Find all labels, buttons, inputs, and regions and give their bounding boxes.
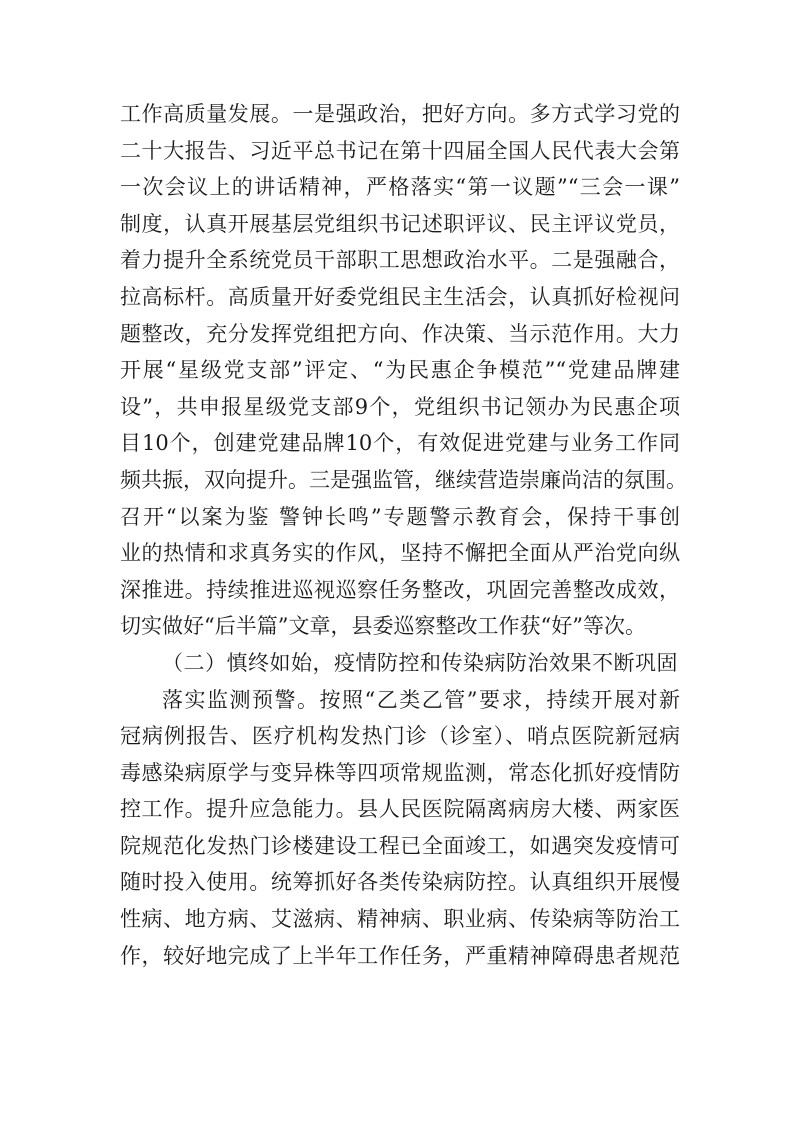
text-line: 拉高标杆。高质量开好委党组民主生活会，认真抓好检视问 <box>120 284 680 309</box>
text-line: 作，较好地完成了上半年工作任务，严重精神障碍患者规范 <box>120 943 680 968</box>
text-line: 制度，认真开展基层党组织书记述职评议、民主评议党员， <box>120 211 680 236</box>
text-line: 冠病例报告、医疗机构发热门诊（诊室）、哨点医院新冠病 <box>120 724 680 749</box>
text-line: 一次会议上的讲话精神，严格落实“第一议题”“三会一课” <box>120 175 680 200</box>
text-line: 开展“星级党支部”评定、“为民惠企争模范”“党建品牌建 <box>120 358 680 383</box>
text-line: 工作高质量发展。一是强政治，把好方向。多方式学习党的 <box>120 102 680 126</box>
text-line: 毒感染病原学与变异株等四项常规监测，常态化抓好疫情防 <box>120 760 680 785</box>
text-line: 业的热情和求真务实的作风，坚持不懈把全面从严治党向纵 <box>120 541 680 566</box>
text-line: 召开“以案为鉴 警钟长鸣”专题警示教育会，保持干事创 <box>120 504 680 529</box>
text-line: 随时投入使用。统筹抓好各类传染病防控。认真组织开展慢 <box>120 870 680 895</box>
text-line: 二十大报告、习近平总书记在第十四届全国人民代表大会第 <box>120 138 680 163</box>
text-line: 目10个，创建党建品牌10个，有效促进党建与业务工作同 <box>120 431 680 456</box>
text-line: 性病、地方病、艾滋病、精神病、职业病、传染病等防治工 <box>120 907 680 932</box>
section-heading: （二）慎终如始，疫情防控和传染病防治效果不断巩固 <box>162 650 678 675</box>
text-line: 切实做好“后半篇”文章，县委巡察整改工作获“好”等次。 <box>120 614 646 639</box>
text-line: 深推进。持续推进巡视巡察任务整改，巩固完善整改成效， <box>120 577 680 602</box>
text-line: 设”，共申报星级党支部9个，党组织书记领办为民惠企项 <box>120 394 680 419</box>
text-line: 控工作。提升应急能力。县人民医院隔离病房大楼、两家医 <box>120 797 680 822</box>
text-line: 题整改，充分发挥党组把方向、作决策、当示范作用。大力 <box>120 321 680 346</box>
document-body <box>120 96 687 974</box>
text-line: 落实监测预警。按照“乙类乙管”要求，持续开展对新 <box>162 687 680 712</box>
text-line: 着力提升全系统党员干部职工思想政治水平。二是强融合， <box>120 248 680 273</box>
text-line: 院规范化发热门诊楼建设工程已全面竣工，如遇突发疫情可 <box>120 833 680 858</box>
text-line: 频共振，双向提升。三是强监管，继续营造崇廉尚洁的氛围。 <box>120 467 687 492</box>
